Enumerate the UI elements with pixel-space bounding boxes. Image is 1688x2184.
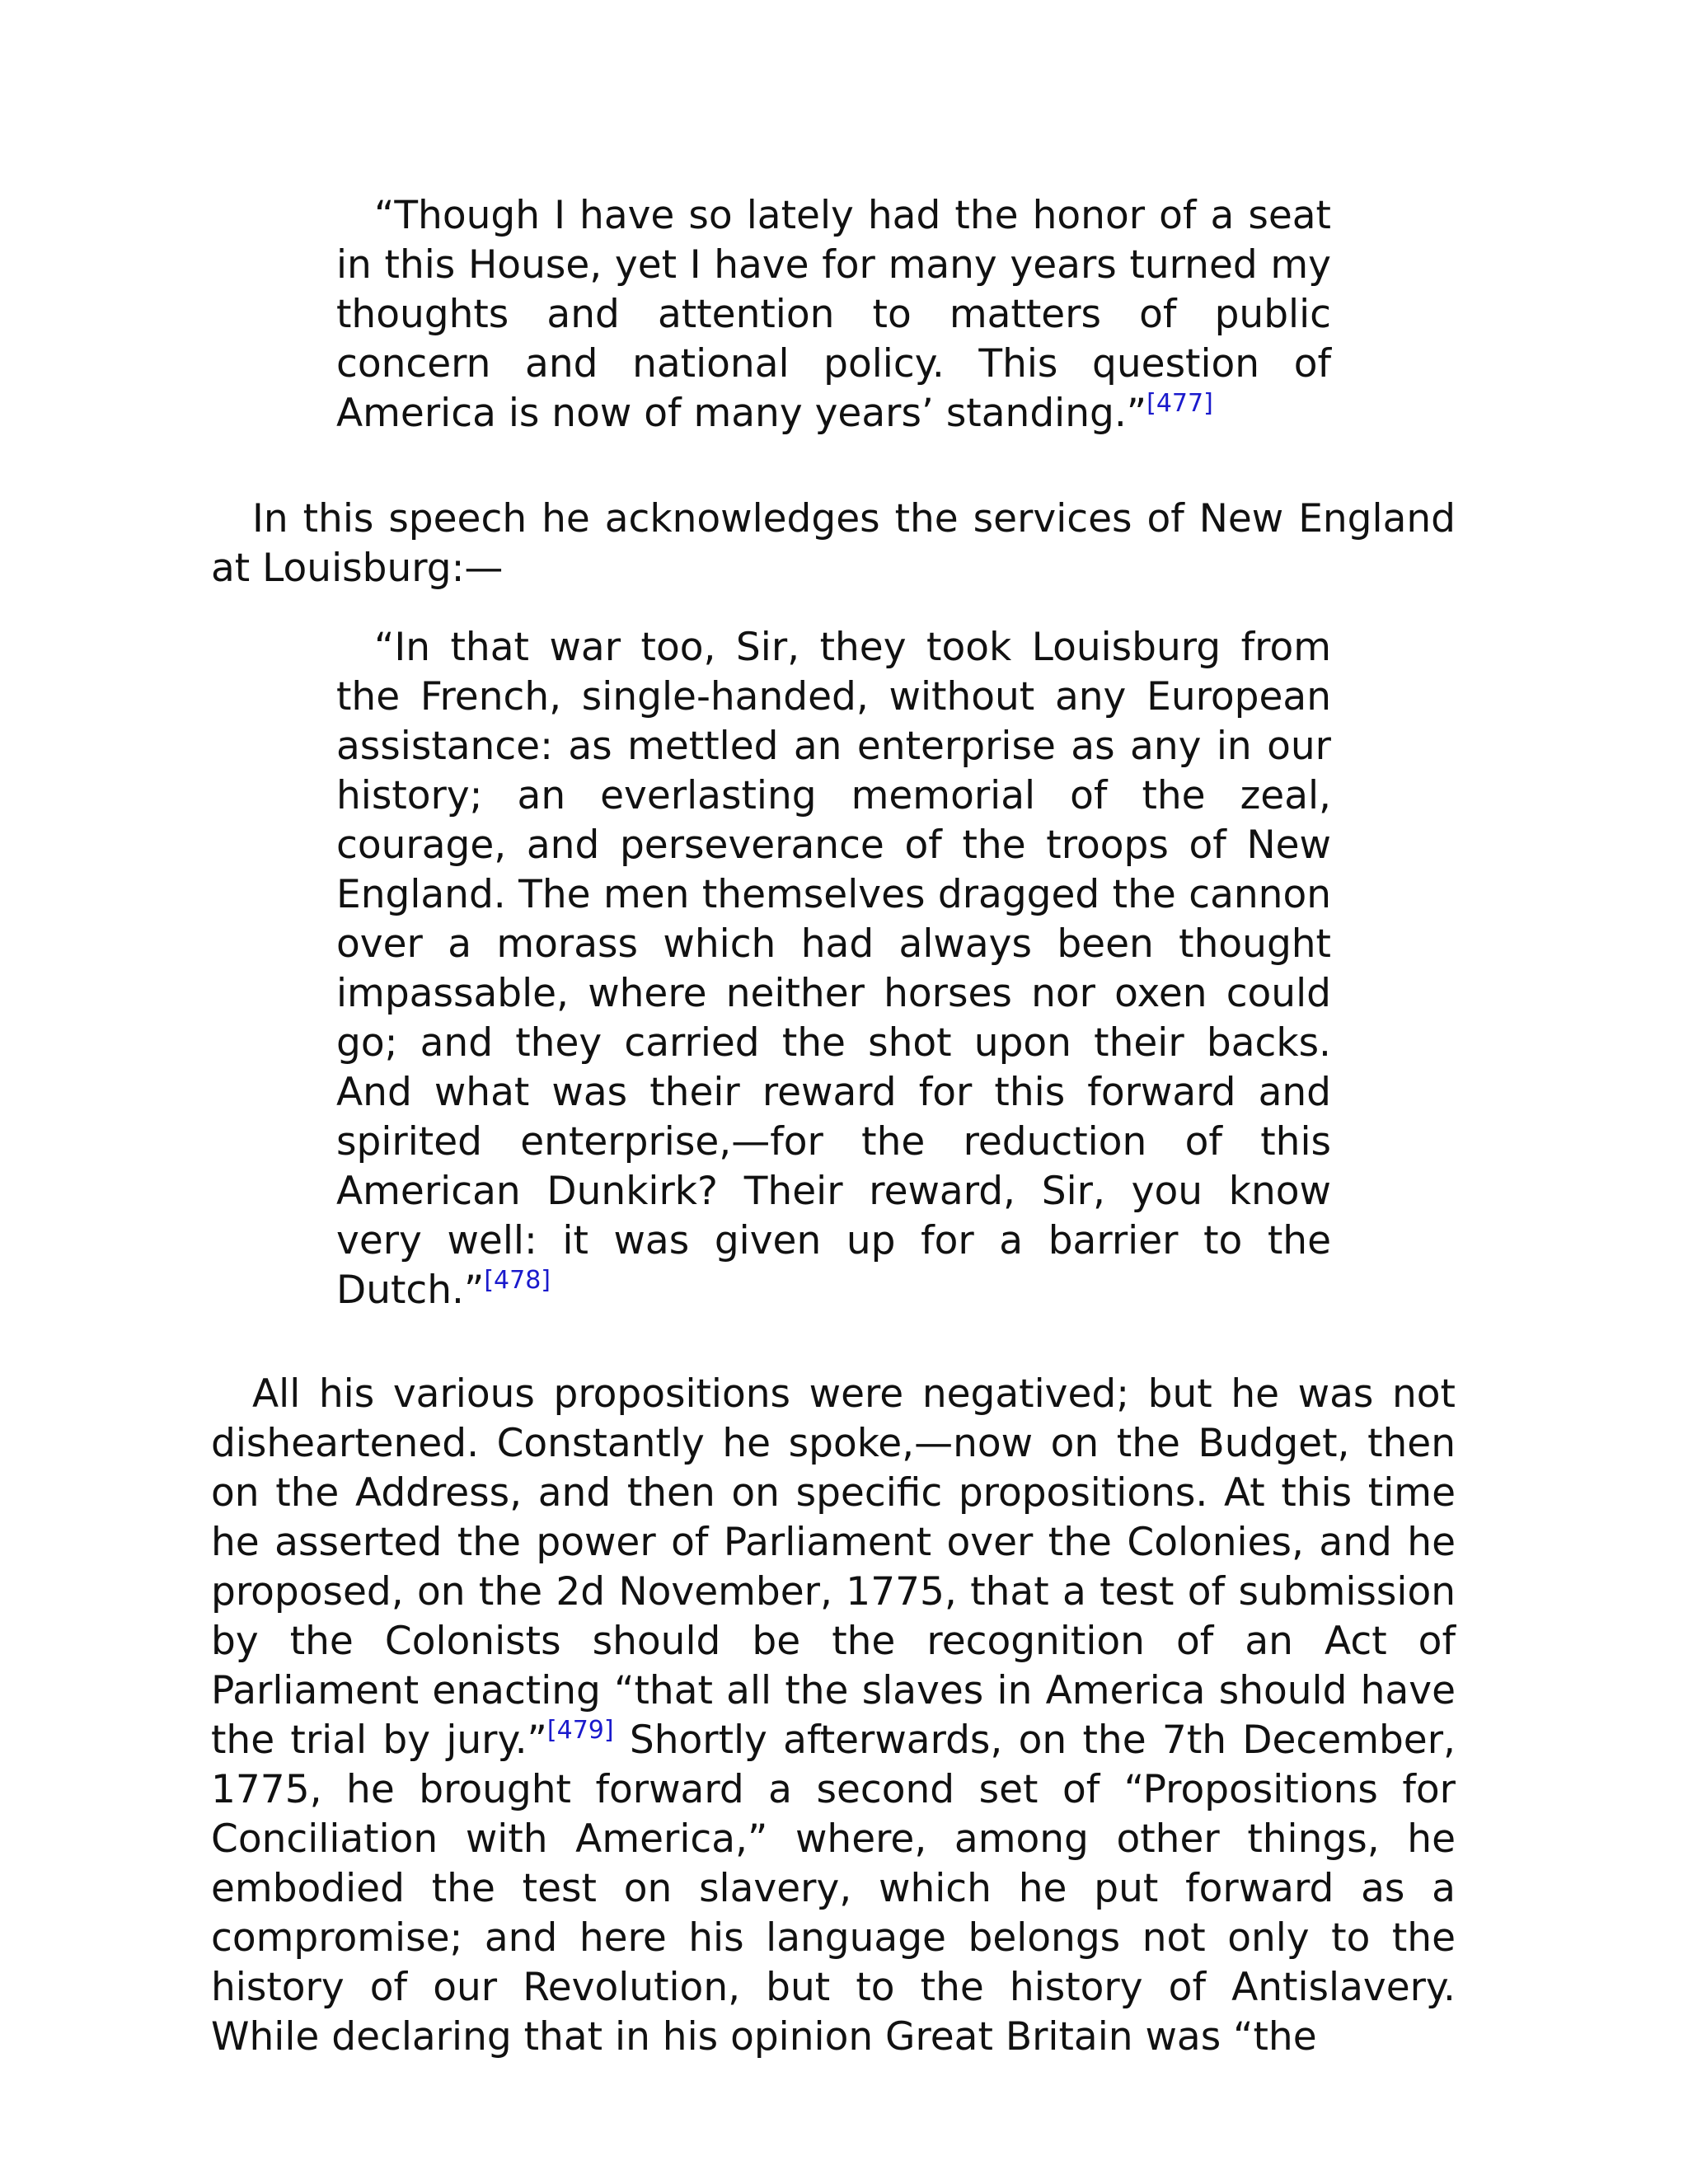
quote-text: “In that war too, Sir, they took Louisburg from the French, single-handed, without any European assistance: as mettled an enterprise as any in our history; an everlasting memorial of the zeal, courage, and perseverance of the troops of New England. The men themselves dragged the cannon over a morass which had always been thought impassable, where neither horses nor oxen could go; and they carried the shot upon their backs. And what was their reward for this forward and spirited enterprise,—for the reduction of this American Dunkirk? Their reward, Sir, you know very well: it was given up for a barrier to the Dutch.” <box>336 625 1331 1313</box>
paragraph-propositions <box>211 1370 1456 2062</box>
footnote-link-478[interactable]: [478] <box>484 1266 551 1295</box>
paragraph-text: In this speech he acknowledges the services of New England at Louisburg:— <box>211 496 1456 591</box>
block-quote-honor-of-seat <box>336 191 1331 438</box>
page-content <box>211 191 1456 2062</box>
paragraph-louisburg-intro <box>211 494 1456 593</box>
quote-text: “Though I have so lately had the honor of a seat in this House, yet I have for many years turned my thoughts and attention to matters of public concern and national policy. This question of America is now of many years’ standing.” <box>336 193 1331 436</box>
block-quote-louisburg <box>336 623 1331 1315</box>
footnote-link-479[interactable]: [479] <box>546 1716 614 1745</box>
paragraph-text-before: All his various propositions were negatived; but he was not disheartened. Constantly he spoke,—now on the Budget, then on the Address, and then on specific propositions. At this time he asserted the power of Parliament over the Colonies, and he proposed, on the 2d November, 1775, that a test of submission by the Colonists should be the recognition of an Act of Parliament enacting “that all the slaves in America should have the trial by jury.” <box>211 1371 1456 1763</box>
paragraph-text-after: Shortly afterwards, on the 7th December, 1775, he brought forward a second set of “Propositions for Conciliation with America,” where, among other things, he embodied the test on slavery, which he put forward as a compromise; and here his language belongs not only to the history of our Revolution, but to the history of Antislavery. While declaring that in his opinion Great Britain was “the <box>211 1718 1456 2060</box>
footnote-link-477[interactable]: [477] <box>1146 389 1213 418</box>
